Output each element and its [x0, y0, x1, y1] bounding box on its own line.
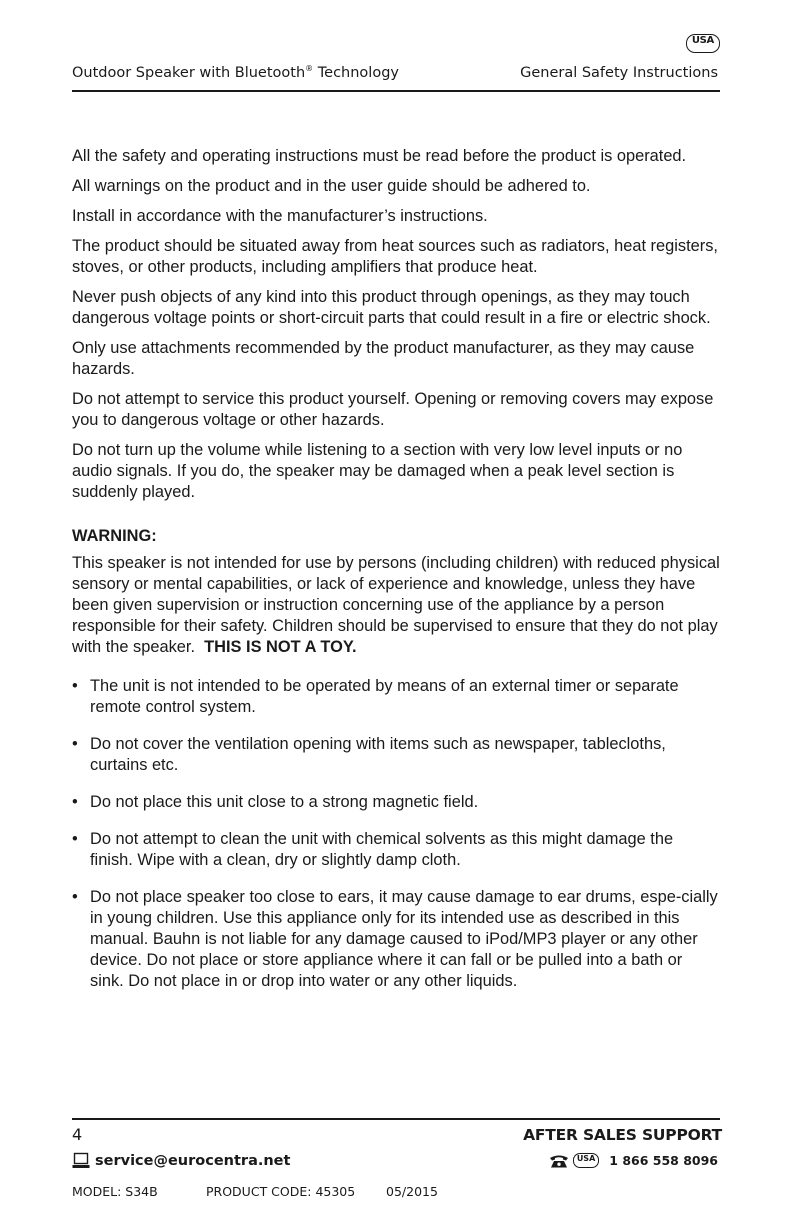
- footer-divider: [72, 1118, 720, 1120]
- page-header: [72, 63, 720, 92]
- paragraph: Only use attachments recommended by the product manufacturer, as they may cause hazards.: [72, 339, 695, 378]
- manual-page: [72, 0, 720, 1224]
- paragraph: All the safety and operating instructions must be read before the product is operated.: [72, 147, 687, 165]
- list-item: • Do not place speaker too close to ears, it may cause damage to ear drums, espe-cially in young children. Use this appliance only for its intended use as described in this manual. Bauhn is not liable for any damage caused to iPod/MP3 player or any other device. Do not place or store appliance where it can fall or be pulled into a bath or sink. Do not place in or drop into water or any other liquids.: [72, 888, 718, 990]
- product-code: PRODUCT CODE: 45305: [206, 1184, 356, 1199]
- after-sales-heading: AFTER SALES SUPPORT: [523, 1126, 722, 1144]
- bullet-list: [72, 676, 720, 992]
- laptop-icon: [72, 1152, 90, 1169]
- list-item: • Do not place this unit close to a strong magnetic field.: [72, 793, 479, 811]
- paragraph: Never push objects of any kind into this product through openings, as they may touch dangerous voltage points or short-circuit parts that could result in a fire or electric shock.: [72, 288, 711, 327]
- telephone-icon: [549, 1154, 569, 1168]
- warning-heading: WARNING:: [72, 527, 157, 545]
- paragraph: Do not turn up the volume while listening to a section with very low level inputs or no audio signals. If you do, the speaker may be damaged when a peak level section is suddenly played.: [72, 441, 683, 501]
- email-contact: [72, 1152, 290, 1169]
- list-item: • Do not attempt to clean the unit with chemical solvents as this might damage the finish. Wipe with a clean, dry or slightly damp cloth.: [72, 830, 674, 869]
- safety-instructions: [72, 146, 720, 1008]
- publication-date: 05/2015: [386, 1184, 438, 1199]
- list-item: • Do not cover the ventilation opening with items such as newspaper, tablecloths, curtains etc.: [72, 735, 666, 774]
- model-number: MODEL: S34B: [72, 1184, 158, 1199]
- support-phone[interactable]: 1 866 558 8096: [609, 1153, 718, 1168]
- phone-contact: [549, 1153, 718, 1168]
- bullet-icon: •: [72, 888, 78, 906]
- registered-mark: ®: [305, 64, 314, 73]
- support-email[interactable]: service@eurocentra.net: [95, 1152, 291, 1169]
- product-title: Outdoor Speaker with Bluetooth® Technology: [72, 64, 399, 81]
- paragraph: The product should be situated away from heat sources such as radiators, heat registers, stoves, or other products, including amplifiers that produce heat.: [72, 237, 718, 276]
- paragraph: Do not attempt to service this product yourself. Opening or removing covers may expose you to dangerous voltage or other hazards.: [72, 390, 714, 429]
- warning-text: This speaker is not intended for use by persons (including children) with reduced physical sensory or mental capabilities, or lack of experience and knowledge, unless they have been given supervision or instruction concerning use of the appliance by a person responsible for their safety. Children should be supervised to ensure that they do not play with the speaker. THIS IS NOT A TOY.: [72, 554, 720, 656]
- section-title: General Safety Instructions: [520, 65, 718, 81]
- usa-badge: USA: [686, 34, 720, 53]
- paragraph: Install in accordance with the manufacturer’s instructions.: [72, 207, 488, 225]
- bullet-icon: •: [72, 735, 78, 753]
- usa-badge: USA: [573, 1153, 599, 1168]
- bullet-icon: •: [72, 793, 78, 811]
- not-a-toy-emphasis: THIS IS NOT A TOY.: [204, 638, 357, 656]
- page-number: 4: [72, 1125, 83, 1144]
- bullet-icon: •: [72, 830, 78, 848]
- bullet-icon: •: [72, 677, 78, 695]
- list-item: • The unit is not intended to be operated by means of an external timer or separate remote control system.: [72, 677, 679, 716]
- paragraph: All warnings on the product and in the user guide should be adhered to.: [72, 177, 591, 195]
